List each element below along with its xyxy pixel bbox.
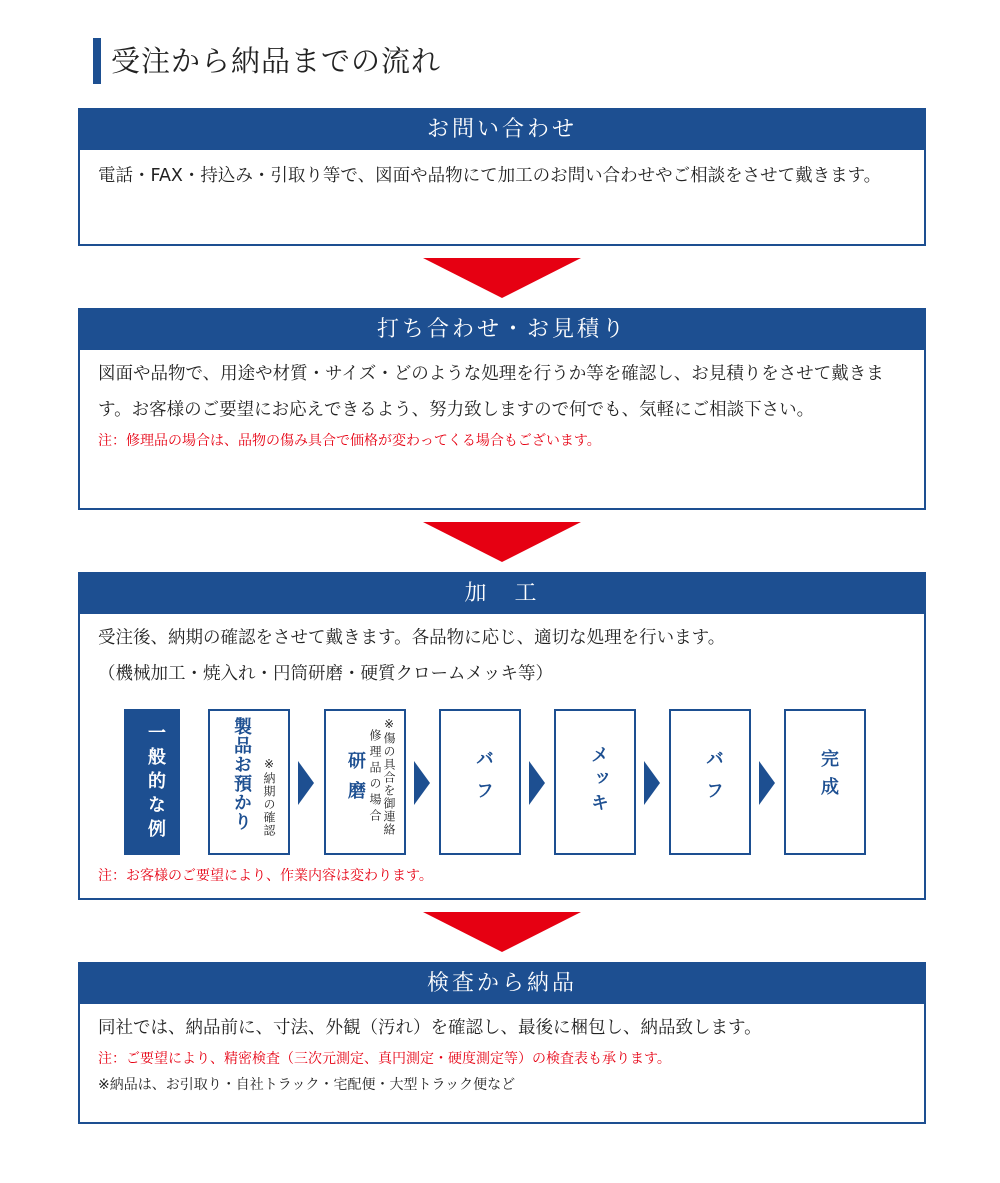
- flow-grind-label: 研磨: [345, 751, 366, 811]
- flow-plating-label: メッキ: [588, 745, 609, 817]
- step-inquiry: [78, 108, 926, 246]
- flow-receive-note: ※納期の確認: [262, 757, 276, 837]
- flow-receive-label: 製品お預かり: [231, 717, 252, 831]
- step-processing-body: [80, 614, 924, 704]
- step-processing-note: 注：お客様のご要望により、作業内容は変わります。: [98, 868, 433, 884]
- step-inquiry-header: お問い合わせ: [80, 110, 924, 150]
- step-meeting-body: [80, 350, 924, 466]
- arrow-down-icon: [423, 258, 581, 298]
- step-inspection-body: [80, 1004, 924, 1110]
- flow-step-receive: [208, 709, 290, 855]
- flow-complete-label: 完成: [818, 749, 839, 805]
- step-inspection-note: 注：ご要望により、精密検査（三次元測定、真円測定・硬度測定等）の検査表も承ります。: [98, 1051, 671, 1067]
- flow-arrow-icon: [298, 761, 314, 805]
- step-processing-text1: 受注後、納期の確認をさせて戴きます。各品物に応じ、適切な処理を行います。: [98, 628, 726, 648]
- arrow-down-icon: [423, 912, 581, 952]
- flow-step-buff-2: [669, 709, 751, 855]
- step-inquiry-body: [80, 150, 924, 206]
- flow-buff2-label: バフ: [703, 749, 724, 813]
- flow-arrow-icon: [644, 761, 660, 805]
- step-inspection: [78, 962, 926, 1124]
- step-meeting-header: 打ち合わせ・お見積り: [80, 310, 924, 350]
- process-flow: [124, 709, 884, 855]
- step-meeting-note: 注：修理品の場合は、品物の傷み具合で価格が変わってくる場合もございます。: [98, 433, 601, 449]
- flow-step-grind: [324, 709, 406, 855]
- flow-example-label-box: [124, 709, 180, 855]
- flow-step-complete: [784, 709, 866, 855]
- flow-grind-note-1: ※傷の具合を御連絡: [382, 717, 396, 836]
- page-title: 受注から納品までの流れ: [93, 38, 441, 84]
- flow-arrow-icon: [529, 761, 545, 805]
- step-processing: [78, 572, 926, 900]
- step-meeting: [78, 308, 926, 510]
- flow-arrow-icon: [414, 761, 430, 805]
- step-inquiry-text: 電話・FAX・持込み・引取り等で、図面や品物にて加工のお問い合わせやご相談をさせて戴きます。: [98, 166, 882, 186]
- arrow-down-icon: [423, 522, 581, 562]
- step-processing-header: 加 工: [80, 574, 924, 614]
- flow-step-buff-1: [439, 709, 521, 855]
- step-inspection-header: 検査から納品: [80, 964, 924, 1004]
- step-processing-text2: （機械加工・焼入れ・円筒研磨・硬質クロームメッキ等）: [98, 664, 553, 684]
- flow-step-plating: [554, 709, 636, 855]
- flow-grind-note-2: 修理品の場合: [368, 729, 382, 825]
- flow-buff1-label: バフ: [473, 749, 494, 813]
- step-inspection-note2: ※納品は、お引取り・自社トラック・宅配便・大型トラック便など: [98, 1077, 516, 1093]
- flow-example-label: 一般的な例: [145, 723, 166, 843]
- step-meeting-text: 図面や品物で、用途や材質・サイズ・どのような処理を行うか等を確認し、お見積りをさせて戴きます。お客様のご要望にお応えできるよう、努力致しますので何でも、気軽にご相談下さい。: [98, 364, 884, 420]
- flow-arrow-icon: [759, 761, 775, 805]
- step-inspection-text: 同社では、納品前に、寸法、外観（汚れ）を確認し、最後に梱包し、納品致します。: [98, 1018, 762, 1038]
